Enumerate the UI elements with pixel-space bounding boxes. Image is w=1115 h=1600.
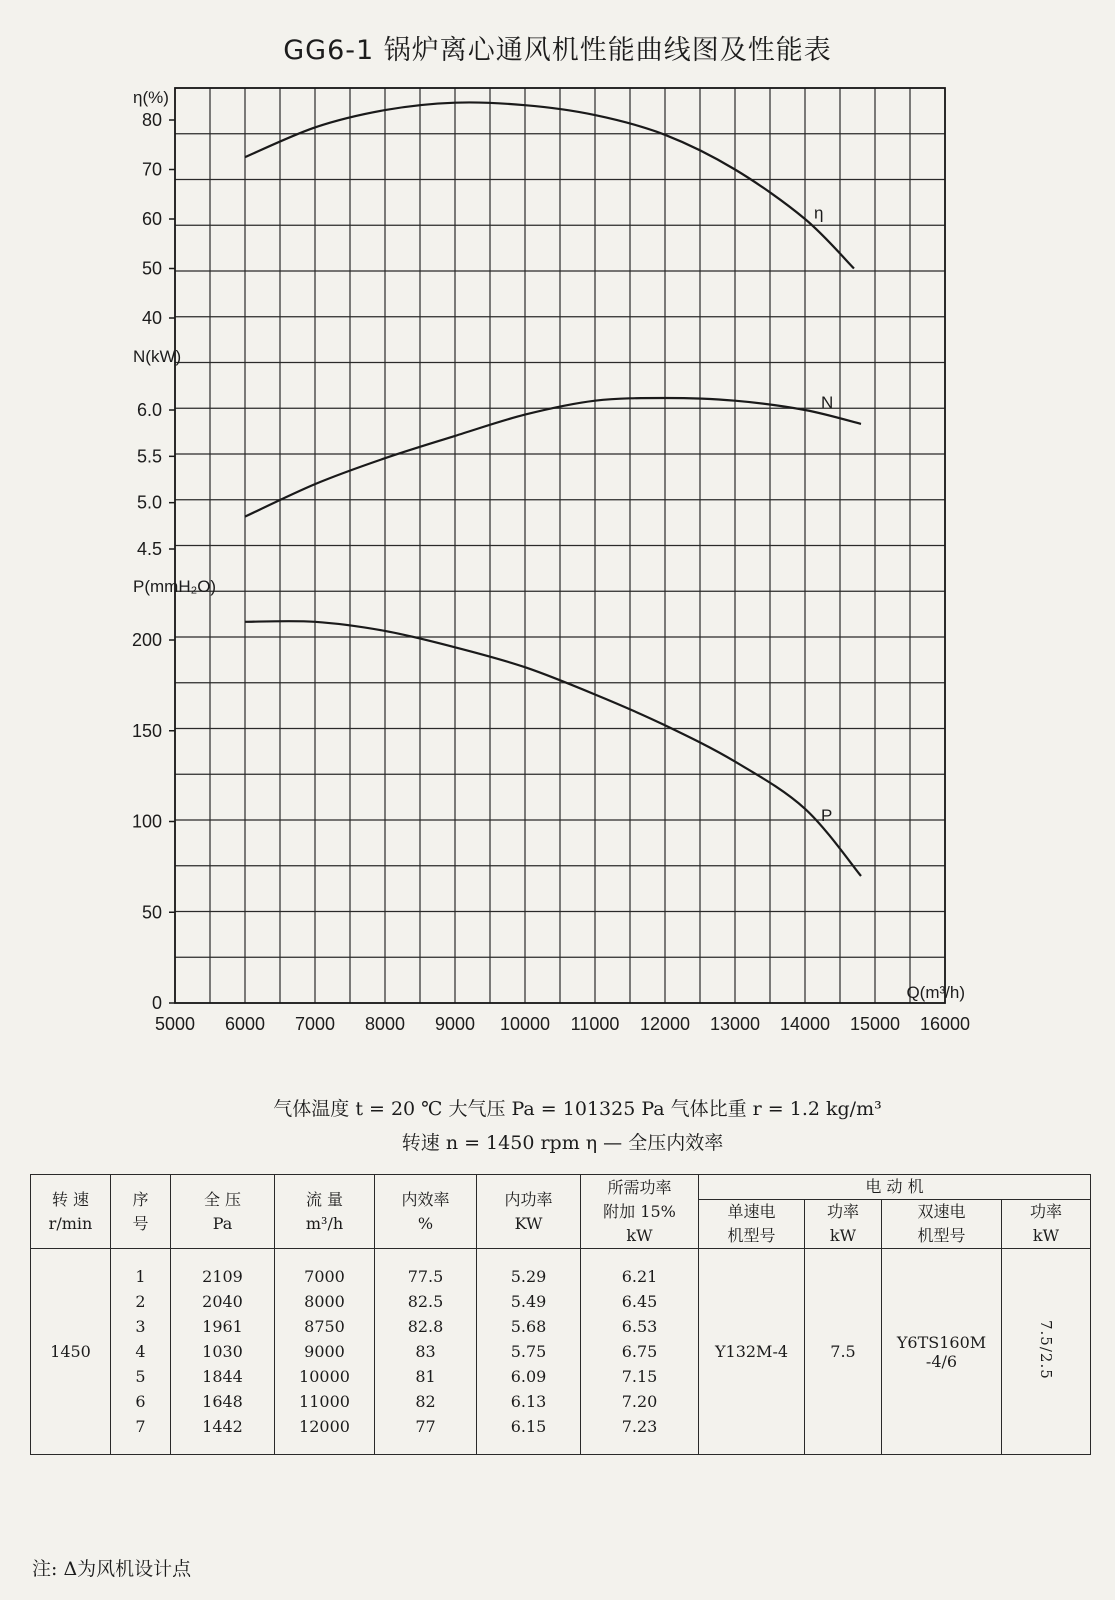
header-efficiency-label: 内效率 [401, 1189, 450, 1209]
header-internal-power-label: 内功率 [504, 1189, 553, 1209]
required-power-value: 6.75 [621, 1342, 658, 1361]
header-internal-power [477, 1175, 581, 1249]
curve-eta [245, 102, 854, 268]
flow-value: 8750 [304, 1317, 345, 1336]
cell-power-2-value: 7.5/2.5 [1037, 1319, 1055, 1380]
x-axis-label: Q(m³/h) [906, 983, 965, 1002]
header-single-motor-line1: 单速电 [727, 1202, 776, 1221]
pressure-value: 2040 [202, 1292, 243, 1311]
internal-power-value: 5.49 [510, 1292, 547, 1311]
seq-value: 2 [135, 1292, 146, 1311]
flow-value: 8000 [304, 1292, 345, 1311]
x-tick-label: 11000 [570, 1014, 620, 1034]
curve-label: N [821, 392, 834, 412]
cell-single-motor: Y132M-4 [699, 1249, 805, 1455]
col-required-power [581, 1249, 699, 1455]
header-pressure-unit: Pa [212, 1213, 233, 1233]
header-seq-label: 序 [132, 1189, 149, 1209]
header-efficiency-unit: % [417, 1213, 434, 1233]
footnote: 注: Δ为风机设计点 [32, 1558, 192, 1580]
chart-curves [245, 102, 861, 876]
y-tick-label: 5.5 [136, 446, 162, 467]
required-power-value: 6.21 [621, 1267, 658, 1286]
required-power-value: 6.53 [621, 1317, 658, 1336]
col-flow [275, 1249, 375, 1455]
y-axis-label: P(mmH₂O) [133, 577, 217, 596]
required-power-value: 6.45 [621, 1292, 658, 1311]
internal-power-value: 5.29 [510, 1267, 547, 1286]
required-power-value: 7.20 [621, 1392, 658, 1411]
header-power-1-label: 功率 [826, 1202, 859, 1221]
header-power-2 [1002, 1200, 1091, 1249]
internal-power-value: 5.68 [510, 1317, 547, 1336]
flow-value: 10000 [299, 1367, 350, 1386]
x-tick-label: 12000 [639, 1014, 691, 1034]
header-speed-unit: r/min [48, 1213, 93, 1233]
y-tick-label: 60 [141, 209, 162, 229]
flow-value: 11000 [299, 1392, 350, 1411]
pressure-value: 2109 [202, 1267, 243, 1286]
chart-grid [175, 88, 945, 1003]
header-power-1-unit: kW [829, 1226, 857, 1245]
internal-power-value: 6.15 [510, 1417, 547, 1436]
cell-dual-motor-line1: Y6TS160M [896, 1332, 987, 1352]
efficiency-value: 83 [415, 1342, 436, 1361]
efficiency-value: 77 [415, 1417, 436, 1436]
efficiency-value: 82.8 [407, 1317, 444, 1336]
header-single-motor [699, 1200, 805, 1249]
x-tick-label: 5000 [154, 1014, 196, 1034]
header-dual-motor [882, 1200, 1002, 1249]
header-seq-unit: 号 [132, 1213, 149, 1233]
header-seq [111, 1175, 171, 1249]
header-single-motor-line2: 机型号 [727, 1226, 776, 1245]
seq-value: 4 [135, 1342, 146, 1361]
header-power-2-unit: kW [1032, 1226, 1060, 1245]
seq-value: 5 [135, 1367, 146, 1386]
curve-n [245, 398, 861, 517]
efficiency-value: 81 [415, 1367, 436, 1386]
pressure-value: 1442 [202, 1417, 243, 1436]
seq-value: 7 [135, 1417, 146, 1436]
curve-label: η [814, 203, 824, 223]
header-required-power-unit: kW [626, 1225, 653, 1245]
x-tick-label: 16000 [919, 1014, 971, 1034]
pressure-value: 1961 [202, 1317, 243, 1336]
y-tick-label: 80 [141, 110, 162, 130]
seq-value: 1 [135, 1267, 146, 1286]
table-row [31, 1249, 1091, 1455]
y-tick-label: 0 [151, 993, 162, 1013]
efficiency-value: 82.5 [407, 1292, 444, 1311]
header-pressure-label: 全 压 [203, 1189, 242, 1209]
header-required-power-label: 所需功率 [607, 1177, 672, 1197]
x-tick-label: 6000 [224, 1014, 266, 1034]
header-pressure [171, 1175, 275, 1249]
y-tick-label: 70 [141, 159, 162, 180]
required-power-value: 7.15 [621, 1367, 658, 1386]
x-tick-label: 14000 [779, 1014, 831, 1034]
x-tick-label: 9000 [434, 1014, 476, 1034]
header-dual-motor-line2: 机型号 [917, 1226, 966, 1245]
y-tick-label: 200 [131, 630, 162, 650]
internal-power-value: 6.13 [510, 1392, 547, 1411]
conditions-line-1: 气体温度 t = 20 ℃ 大气压 Pa = 101325 Pa 气体比重 r = 1.2 kg/m³ [273, 1098, 882, 1120]
efficiency-value: 77.5 [407, 1267, 444, 1286]
flow-value: 7000 [304, 1267, 345, 1286]
header-required-power-note: 附加 15% [603, 1201, 676, 1221]
required-power-value: 7.23 [621, 1417, 658, 1436]
header-speed-label: 转 速 [51, 1189, 90, 1209]
cell-dual-motor-line2: -4/6 [925, 1351, 958, 1371]
y-tick-label: 5.0 [136, 492, 162, 513]
col-efficiency [375, 1249, 477, 1455]
y-tick-label: 6.0 [136, 400, 162, 420]
x-tick-label: 10000 [499, 1014, 551, 1034]
y-tick-label: 40 [141, 308, 162, 328]
header-efficiency [375, 1175, 477, 1249]
header-power-1 [805, 1200, 882, 1249]
page-title: GG6-1 锅炉离心通风机性能曲线图及性能表 [283, 35, 832, 66]
header-power-2-label: 功率 [1029, 1202, 1062, 1221]
x-tick-label: 8000 [364, 1014, 406, 1034]
conditions-line-2: 转速 n = 1450 rpm η — 全压内效率 [401, 1132, 724, 1154]
seq-value: 3 [135, 1317, 146, 1336]
cell-speed: 1450 [31, 1249, 111, 1455]
col-seq [111, 1249, 171, 1455]
x-tick-label: 15000 [849, 1014, 901, 1034]
cell-dual-motor [882, 1249, 1002, 1455]
y-tick-label: 50 [141, 258, 162, 279]
y-axis-label: η(%) [133, 88, 169, 107]
y-tick-label: 50 [141, 902, 162, 923]
header-motor-group: 电 动 机 [699, 1175, 1091, 1200]
efficiency-value: 82 [415, 1392, 436, 1411]
header-internal-power-unit: KW [514, 1213, 543, 1233]
col-pressure [171, 1249, 275, 1455]
curve-label: P [821, 805, 833, 825]
header-speed [31, 1175, 111, 1249]
cell-power-2 [1002, 1249, 1091, 1455]
y-tick-label: 100 [131, 811, 162, 832]
flow-value: 12000 [299, 1417, 350, 1436]
pressure-value: 1030 [202, 1342, 243, 1361]
performance-table [30, 1174, 1091, 1455]
curve-p [245, 621, 861, 876]
header-flow [275, 1175, 375, 1249]
x-tick-label: 7000 [294, 1014, 336, 1034]
pressure-value: 1648 [202, 1392, 243, 1411]
internal-power-value: 6.09 [510, 1367, 547, 1386]
header-flow-label: 流 量 [305, 1189, 344, 1209]
flow-value: 9000 [304, 1342, 345, 1361]
cell-power-1: 7.5 [805, 1249, 882, 1455]
header-required-power [581, 1175, 699, 1249]
chart-ticks [132, 88, 970, 1034]
header-dual-motor-line1: 双速电 [917, 1202, 966, 1221]
y-tick-label: 4.5 [136, 539, 162, 559]
y-axis-label: N(kW) [133, 347, 182, 366]
col-internal-power [477, 1249, 581, 1455]
pressure-value: 1844 [202, 1367, 243, 1386]
seq-value: 6 [135, 1392, 146, 1411]
internal-power-value: 5.75 [510, 1342, 547, 1361]
y-tick-label: 150 [131, 720, 162, 741]
x-tick-label: 13000 [709, 1014, 761, 1034]
header-flow-unit: m³/h [305, 1213, 344, 1233]
